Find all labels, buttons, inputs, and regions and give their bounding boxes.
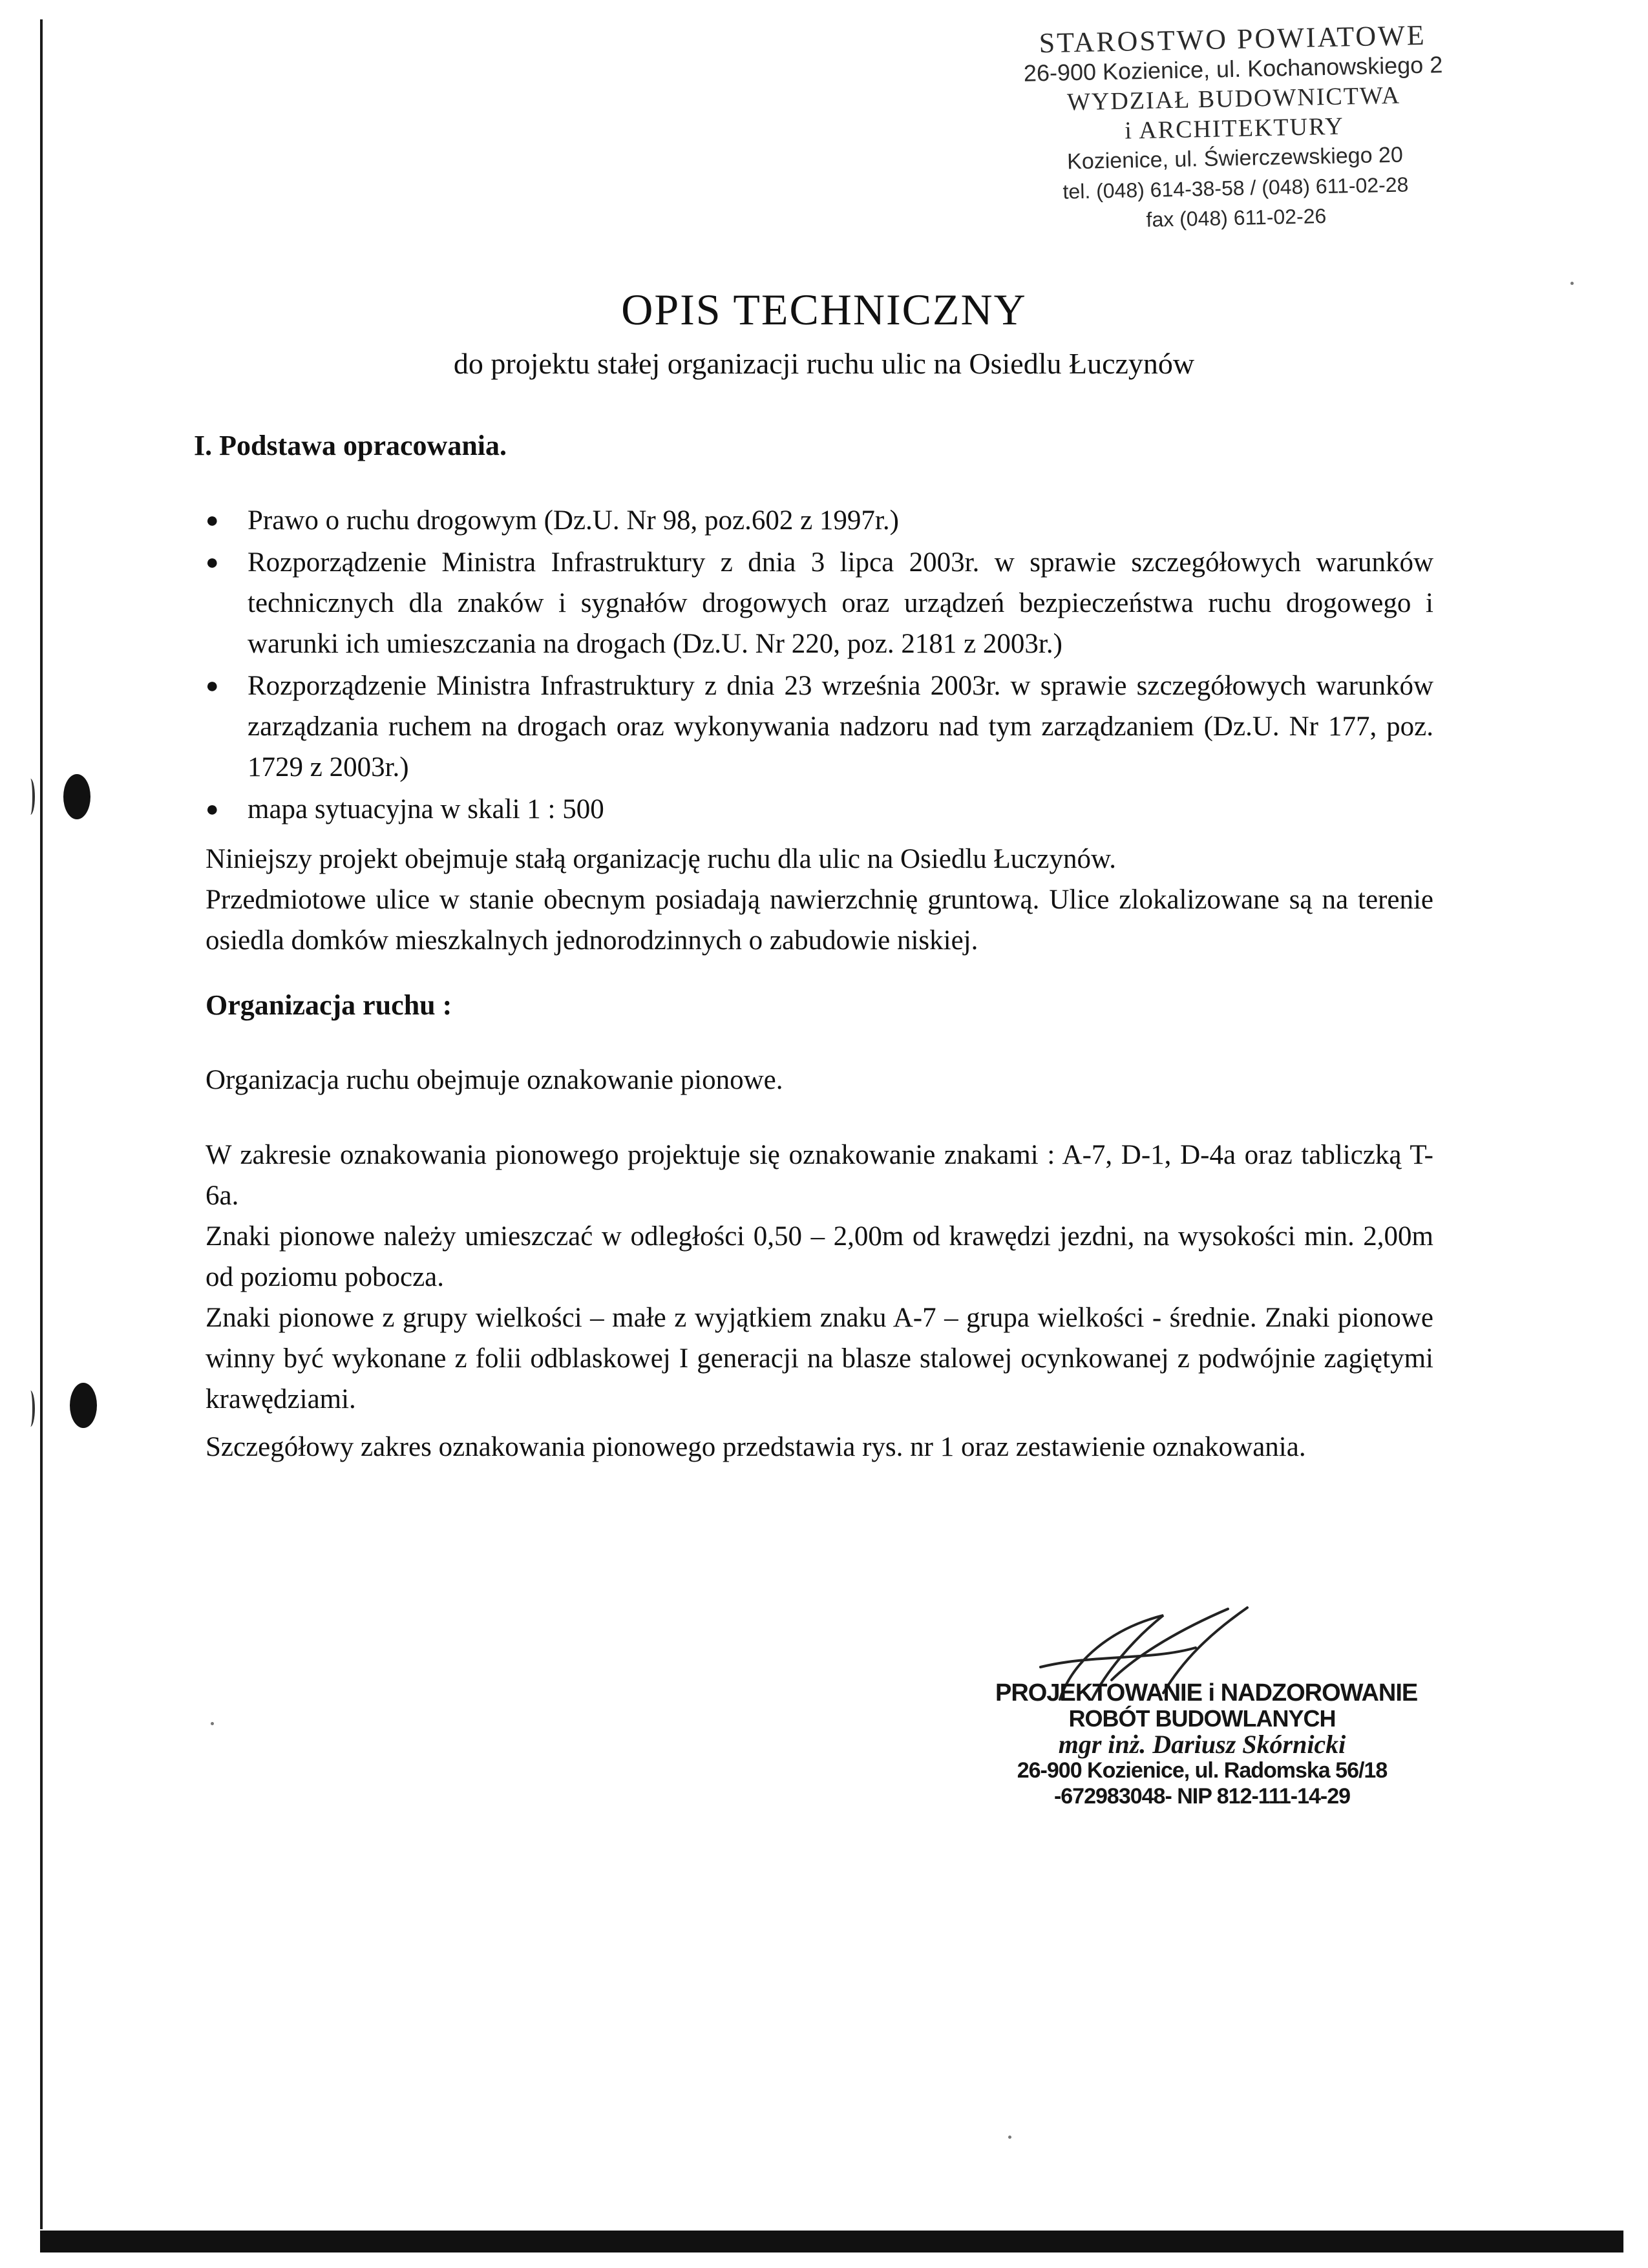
bullet-icon: ● [206, 509, 219, 532]
punch-hole-shadow [26, 1391, 35, 1427]
designer-stamp [995, 1679, 1418, 1809]
section-heading-basis: I. Podstawa opracowania. [194, 430, 507, 461]
list-item [206, 500, 1433, 541]
section-heading-organization: Organizacja ruchu : [206, 989, 452, 1021]
list-item [206, 666, 1433, 788]
stamp-fax: fax (048) 611-02-26 [1146, 204, 1327, 231]
stamp-company-address: 26-900 Kozienice, ul. Radomska 56/18 [1017, 1758, 1388, 1783]
stamp-phone: tel. (048) 614-38-58 / (048) 611-02-28 [1062, 173, 1409, 204]
stamp-company-name: PROJEKTOWANIE i NADZOROWANIE [995, 1679, 1418, 1706]
stamp-department-address: Kozienice, ul. Świerczewskiego 20 [1066, 142, 1404, 174]
stamp-office-name: STAROSTWO POWIATOWE [1039, 19, 1427, 59]
punch-hole [70, 1383, 97, 1428]
paragraph-line: Niniejszy projekt obejmuje stałą organizację ruchu dla ulic na Osiedlu Łuczynów. [206, 844, 1116, 874]
punch-hole [63, 774, 90, 819]
stamp-office-address: 26-900 Kozienice, ul. Kochanowskiego 2 [1023, 51, 1443, 87]
stamp-company-ids: -672983048- NIP 812-111-14-29 [1053, 1784, 1351, 1809]
stamp-department-cont: i ARCHITEKTURY [1124, 112, 1345, 145]
closing-paragraph: Szczegółowy zakres oznakowania pionowego przedstawia rys. nr 1 oraz zestawienie oznakowania. [206, 1432, 1306, 1462]
paragraph-line: W zakresie oznakowania pionowego projektuje się oznakowanie znakami : A-7, D-1, D-4a oraz tabliczką T-6a. [206, 1140, 1433, 1211]
bullet-icon: ● [206, 551, 219, 574]
list-item-text: Rozporządzenie Ministra Infrastruktury z dnia 3 lipca 2003r. w sprawie szczegółowych warunków technicznych dla znaków i sygnałów drogowych oraz urządzeń bezpieczeństwa ruchu drogowego i warunki ich umieszczania na drogach (Dz.U. Nr 220, poz. 2181 z 2003r.) [248, 547, 1433, 659]
stamp-company-name-cont: ROBÓT BUDOWLANYCH [1068, 1705, 1336, 1732]
scan-edge-bottom [40, 2231, 1623, 2252]
bullet-icon: ● [206, 674, 219, 698]
paragraph-line: Znaki pionowe należy umieszczać w odległości 0,50 – 2,00m od krawędzi jezdni, na wysokości min. 2,00m od poziomu pobocza. [206, 1221, 1433, 1292]
paragraph-line: Przedmiotowe ulice w stanie obecnym posiadają nawierzchnię gruntową. Ulice zlokalizowane są na terenie osiedla domków mieszkalnych jednorodzinnych o zabudowie niskiej. [206, 885, 1433, 956]
list-item [206, 542, 1433, 664]
list-item-text: mapa sytuacyjna w skali 1 : 500 [248, 794, 604, 824]
organization-intro: Organizacja ruchu obejmuje oznakowanie pionowe. [206, 1065, 783, 1095]
stamp-designer-name: mgr inż. Dariusz Skórnicki [1058, 1730, 1346, 1759]
scan-speck [211, 1722, 214, 1725]
office-stamp [1006, 20, 1463, 238]
document-subtitle: do projektu stałej organizacji ruchu ulic na Osiedlu Łuczynów [453, 347, 1195, 380]
list-item [206, 789, 1433, 830]
list-item-text: Prawo o ruchu drogowym (Dz.U. Nr 98, poz.602 z 1997r.) [248, 505, 899, 536]
organization-details [206, 1135, 1433, 1420]
basis-list [206, 500, 1433, 831]
paragraph-line: Znaki pionowe z grupy wielkości – małe z wyjątkiem znaku A-7 – grupa wielkości - średnie. Znaki pionowe winny być wykonane z folii odblaskowej I generacji na blasze stalowej ocynkowanej z podwójnie zagiętymi krawędziami. [206, 1303, 1433, 1414]
stamp-department: WYDZIAŁ BUDOWNICTWA [1066, 81, 1401, 116]
punch-hole-shadow [26, 779, 35, 815]
scan-speck [1008, 2136, 1011, 2139]
intro-paragraph [206, 839, 1433, 961]
document-title: OPIS TECHNICZNY [621, 285, 1027, 334]
bullet-icon: ● [206, 797, 219, 821]
list-item-text: Rozporządzenie Ministra Infrastruktury z dnia 23 września 2003r. w sprawie szczegółowych warunków zarządzania ruchem na drogach oraz wykonywania nadzoru nad tym zarządzaniem (Dz.U. Nr 177, poz. 1729 z 2003r.) [248, 671, 1433, 782]
